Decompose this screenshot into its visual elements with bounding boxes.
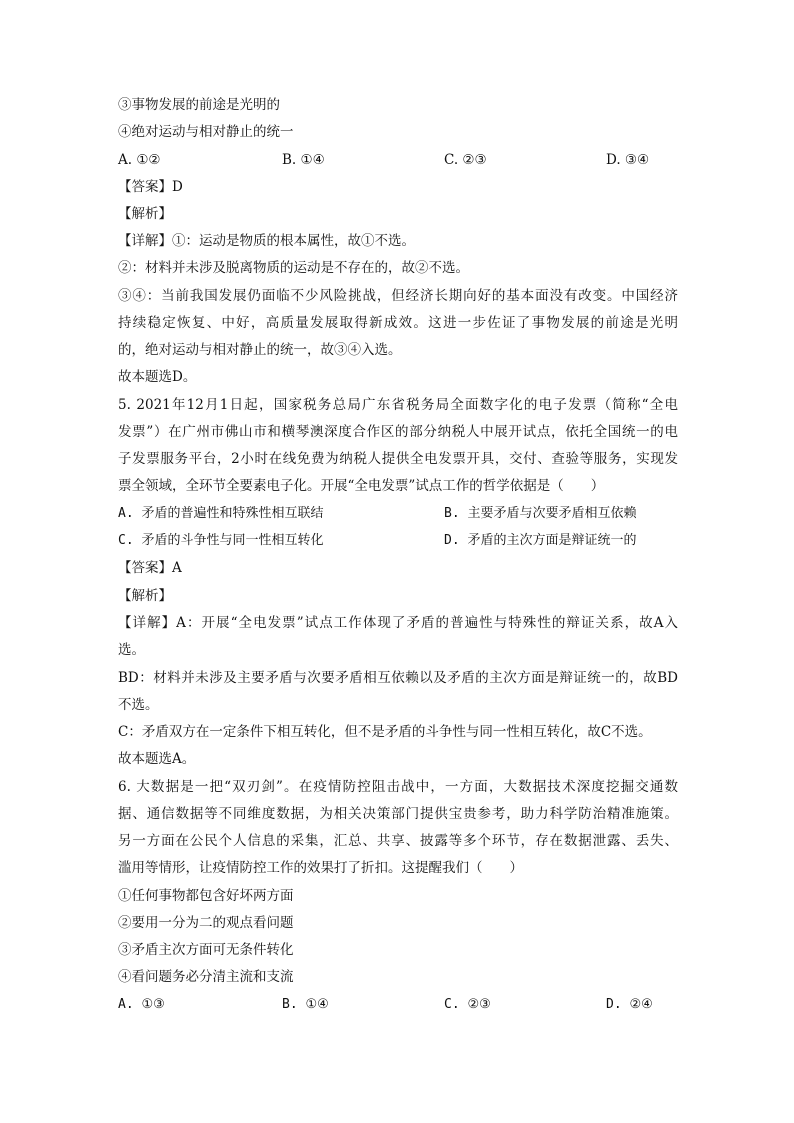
question-6-stem: 6. 大数据是一把“双刃剑”。在疫情防控阻击战中，一方面，大数据技术深度挖掘交通数 (118, 779, 678, 795)
statement-4: ④绝对运动与相对静止的统一 (118, 124, 294, 140)
answer-label: 【答案】A (118, 560, 182, 576)
option-b: B. ①④ (282, 152, 325, 168)
detail-line: BD：材料并未涉及主要矛盾与次要矛盾相互依赖以及矛盾的主次方面是辩证统一的，故BD (118, 670, 678, 686)
option-d: D. ②④ (606, 997, 653, 1012)
option-a: A. ①② (118, 152, 161, 168)
option-c: C. ②③ (444, 152, 487, 168)
detail-line: 【详解】①：运动是物质的根本属性，故①不选。 (118, 233, 415, 249)
option-b: B. 主要矛盾与次要矛盾相互依赖 (444, 506, 637, 521)
option-d: D. 矛盾的主次方面是辩证统一的 (444, 533, 637, 548)
option-c: C. ②③ (444, 997, 491, 1012)
question-6-stem: 另一方面在公民个人信息的采集，汇总、共享、披露等多个环节，存在数据泄露、丢失、 (118, 833, 678, 849)
statement-3: ③矛盾主次方面可无条件转化 (118, 942, 294, 958)
question-6-stem: 滥用等情形，让疫情防控工作的效果打了折扣。这提醒我们（ ） (118, 860, 523, 876)
option-c: C. 矛盾的斗争性与同一性相互转化 (118, 533, 324, 548)
option-d: D. ③④ (606, 152, 650, 168)
statement-2: ②要用一分为二的观点看问题 (118, 915, 294, 931)
option-a: A. 矛盾的普遍性和特殊性相互联结 (118, 506, 324, 521)
option-b: B. ①④ (282, 997, 329, 1012)
option-a: A. ①③ (118, 997, 165, 1012)
question-5-stem: 5. 2021年12月1日起，国家税务总局广东省税务局全面数字化的电子发票（简称“全电 (118, 397, 678, 413)
question-5-stem: 子发票服务平台，2小时在线免费为纳税人提供全电发票开具，交付、查验等服务，实现发 (118, 451, 678, 467)
question-5-stem: 发票”）在广州市佛山市和横琴澳深度合作区的部分纳税人中展开试点，依托全国统一的电 (118, 424, 678, 440)
detail-line: C：矛盾双方在一定条件下相互转化，但不是矛盾的斗争性与同一性相互转化，故C不选。 (118, 724, 652, 740)
analysis-label: 【解析】 (118, 206, 172, 222)
conclusion: 故本题选D。 (118, 369, 197, 385)
conclusion: 故本题选A。 (118, 751, 196, 767)
detail-line: ③④：当前我国发展仍面临不少风险挑战，但经济长期向好的基本面没有改变。中国经济 (118, 288, 678, 304)
answer-label: 【答案】D (118, 179, 183, 195)
statement-3: ③事物发展的前途是光明的 (118, 97, 280, 113)
detail-line: 的，绝对运动与相对静止的统一，故③④入选。 (118, 342, 402, 358)
question-6-stem: 据、通信数据等不同维度数据，为相关决策部门提供宝贵参考，助力科学防治精准施策。 (118, 806, 678, 822)
detail-line: 持续稳定恢复、中好，高质量发展取得新成效。这进一步佐证了事物发展的前途是光明 (118, 315, 678, 331)
statement-1: ①任何事物都包含好坏两方面 (118, 888, 294, 904)
analysis-label: 【解析】 (118, 588, 172, 604)
question-5-stem: 票全领域，全环节全要素电子化。开展“全电发票”试点工作的哲学依据是（ ） (118, 478, 605, 494)
detail-line: 【详解】A：开展“全电发票”试点工作体现了矛盾的普遍性与特殊性的辩证关系，故A入 (118, 615, 678, 631)
detail-line: ②：材料并未涉及脱离物质的运动是不存在的，故②不选。 (118, 260, 469, 276)
statement-4: ④看问题务必分清主流和支流 (118, 969, 294, 985)
detail-line: 选。 (118, 642, 145, 658)
detail-line: 不选。 (118, 697, 159, 713)
